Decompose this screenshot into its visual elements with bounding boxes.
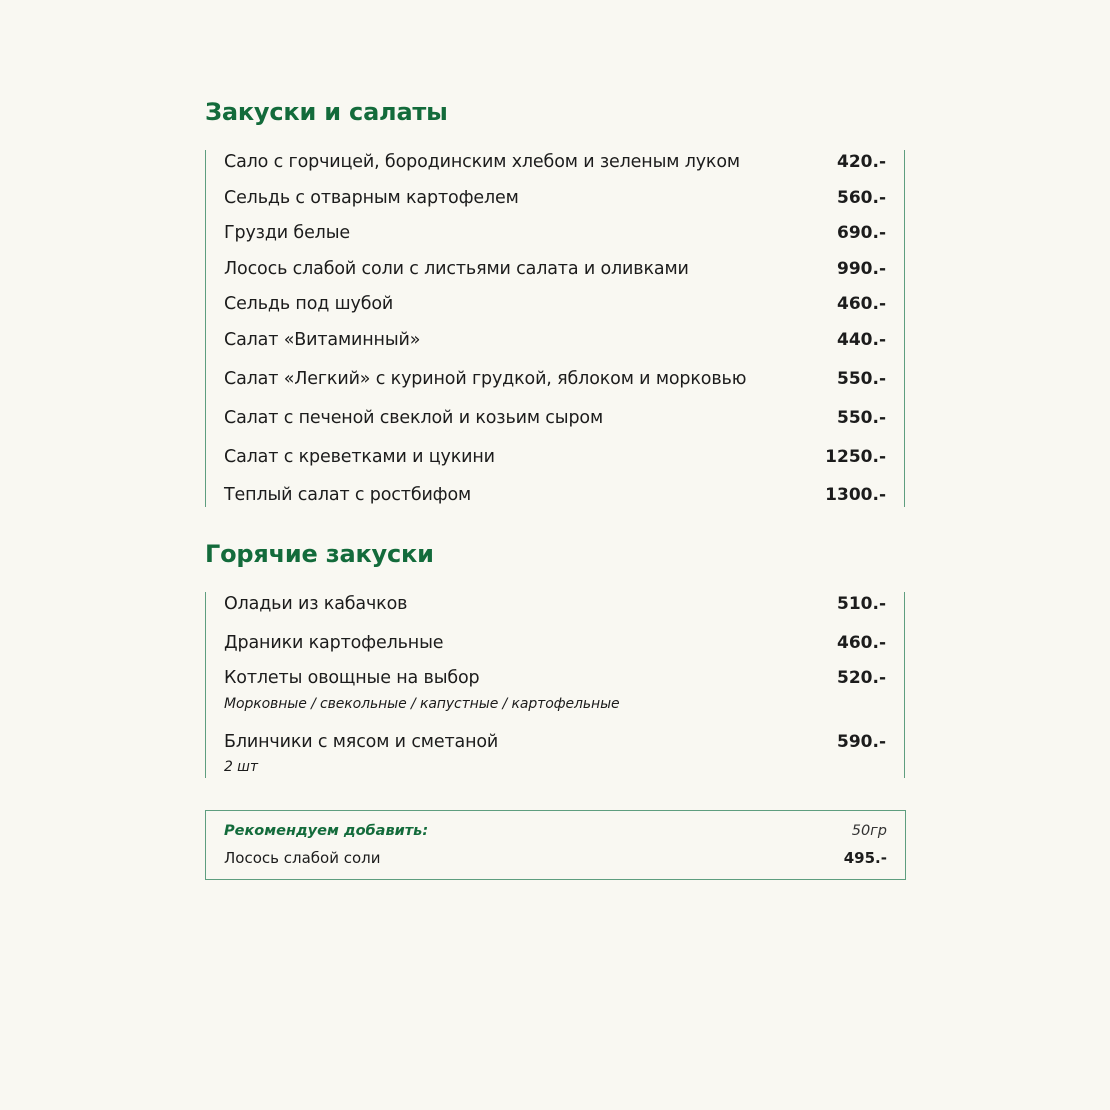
menu-item-name: Блинчики с мясом и сметаной [224, 732, 499, 752]
menu-item-name: Салат с креветками и цукини [224, 447, 495, 467]
menu-item-price: 690.- [837, 223, 886, 243]
recommendation-weight: 50гр [851, 823, 887, 839]
menu-item-price: 440.- [837, 330, 886, 350]
cold-appetizers-list [205, 150, 905, 507]
menu-item-price: 550.- [837, 408, 886, 428]
menu-item [224, 406, 886, 430]
menu-item [224, 592, 886, 616]
menu-item [224, 666, 886, 712]
menu-item-name: Сельдь под шубой [224, 294, 394, 314]
menu-item [224, 483, 886, 507]
menu-item-price: 550.- [837, 369, 886, 389]
menu-item [224, 631, 886, 655]
menu-item-name: Салат с печеной свеклой и козьим сыром [224, 408, 604, 428]
hot-appetizers-list [205, 592, 905, 778]
menu-item [224, 292, 886, 316]
menu-item-name: Сельдь с отварным картофелем [224, 188, 519, 208]
menu-item-price: 590.- [837, 732, 886, 752]
section-title-hot-appetizers: Горячие закуски [205, 540, 434, 568]
menu-item-price: 560.- [837, 188, 886, 208]
menu-item-name: Оладьи из кабачков [224, 594, 408, 614]
menu-item-name: Сало с горчицей, бородинским хлебом и зеленым луком [224, 152, 740, 172]
menu-item-price: 460.- [837, 294, 886, 314]
menu-item-note: Морковные / свекольные / капустные / картофельные [224, 696, 620, 712]
menu-item [224, 150, 886, 174]
menu-item [224, 730, 886, 775]
menu-item [224, 367, 886, 391]
menu-item-price: 1300.- [825, 485, 886, 505]
menu-item-note: 2 шт [224, 759, 258, 775]
menu-item [224, 186, 886, 210]
menu-item-name: Драники картофельные [224, 633, 444, 653]
menu-item-name: Котлеты овощные на выбор [224, 668, 480, 688]
recommendation-box [205, 810, 906, 880]
menu-item-name: Лосось слабой соли с листьями салата и оливками [224, 259, 689, 279]
menu-item-name: Салат «Витаминный» [224, 330, 421, 350]
section-title-cold-appetizers: Закуски и салаты [205, 98, 448, 126]
recommendation-item-price: 495.- [843, 849, 887, 867]
menu-item-price: 990.- [837, 259, 886, 279]
menu-item-name: Салат «Легкий» с куриной грудкой, яблоком и морковью [224, 369, 747, 389]
menu-item [224, 445, 886, 469]
recommendation-item-name: Лосось слабой соли [224, 849, 381, 867]
menu-item-price: 520.- [837, 668, 886, 688]
menu-item [224, 328, 886, 352]
menu-item-price: 510.- [837, 594, 886, 614]
recommendation-label: Рекомендуем добавить: [224, 823, 429, 839]
menu-item-price: 1250.- [825, 447, 886, 467]
menu-item [224, 221, 886, 245]
menu-item-name: Теплый салат с ростбифом [224, 485, 472, 505]
menu-item-price: 460.- [837, 633, 886, 653]
menu-item [224, 257, 886, 281]
menu-item-price: 420.- [837, 152, 886, 172]
menu-item-name: Грузди белые [224, 223, 351, 243]
